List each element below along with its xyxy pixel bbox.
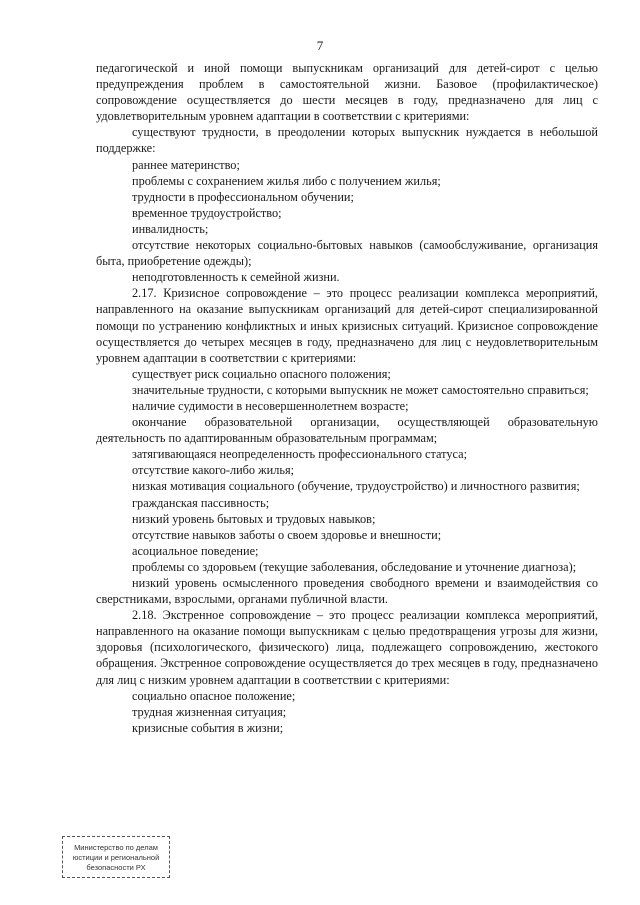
registration-stamp: [62, 836, 170, 878]
paragraph: существуют трудности, в преодолении которых выпускник нуждается в небольшой поддержке:: [96, 125, 598, 156]
list-item: асоциальное поведение;: [132, 543, 259, 558]
document-body: [96, 60, 598, 736]
list-item: низкий уровень осмысленного проведения свободного времени и взаимодействия со сверстниками, взрослыми, органами публичной власти.: [96, 576, 598, 607]
list-item: кризисные события в жизни;: [132, 720, 284, 735]
list-item: низкий уровень бытовых и трудовых навыков;: [132, 511, 376, 526]
stamp-line: Министерство по делам: [74, 843, 158, 852]
list-item: проблемы с сохранением жилья либо с получением жилья;: [132, 173, 441, 188]
list-item: социально опасное положение;: [132, 688, 296, 703]
list-item: трудная жизненная ситуация;: [132, 704, 287, 719]
list-item: проблемы со здоровьем (текущие заболевания, обследование и уточнение диагноза);: [132, 559, 577, 574]
paragraph: педагогической и иной помощи выпускникам организаций для детей-сирот с целью предупреждения проблем в самостоятельной жизни. Базовое (профилактическое) сопровождение осуществляется до шести месяцев в году, предназначено для лиц с удовлетворительным уровнем адаптации в соответствии с критериями:: [96, 61, 598, 124]
list-item: существует риск социально опасного положения;: [132, 366, 391, 381]
list-item: отсутствие навыков заботы о своем здоровье и внешности;: [132, 527, 442, 542]
list-item: трудности в профессиональном обучении;: [132, 189, 354, 204]
list-item: окончание образовательной организации, осуществляющей образовательную деятельность по адаптированным образовательным программам;: [96, 415, 598, 446]
list-item: временное трудоустройство;: [132, 205, 282, 220]
stamp-line: юстиции и региональной: [72, 853, 160, 862]
page-number: 7: [316, 38, 324, 53]
list-item: низкая мотивация социального (обучение, трудоустройство) и личностного развития;: [132, 479, 580, 494]
list-item: значительные трудности, с которыми выпускник не может самостоятельно справиться;: [132, 382, 589, 397]
stamp-line: безопасности РХ: [86, 863, 146, 872]
list-item: неподготовленность к семейной жизни.: [132, 270, 340, 285]
list-item: отсутствие какого-либо жилья;: [132, 463, 295, 478]
list-item: наличие судимости в несовершеннолетнем возрасте;: [132, 398, 409, 413]
list-item: затягивающаяся неопределенность профессионального статуса;: [132, 447, 467, 462]
section-paragraph: 2.17. Кризисное сопровождение – это процесс реализации комплекса мероприятий, направленного на оказание выпускникам организаций для детей-сирот специализированной помощи по устранению конфликтных и иных кризисных ситуаций. Кризисное сопровождение осуществляется до четырех месяцев в году, предназначено для лиц с неудовлетворительным уровнем адаптации в соответствии с критериями:: [96, 286, 598, 365]
list-item: раннее материнство;: [132, 157, 240, 172]
section-paragraph: 2.18. Экстренное сопровождение – это процесс реализации комплекса мероприятий, направленного на оказание помощи выпускникам с целью предотвращения угрозы для жизни, здоровья (психологического, физического) лица, подлежащего сопровождению, жестокого обращения. Экстренное сопровождение осуществляется до трех месяцев в году, предназначено для лиц с низким уровнем адаптации в соответствии с критериями:: [96, 608, 598, 687]
list-item: инвалидность;: [132, 221, 209, 236]
list-item: отсутствие некоторых социально-бытовых навыков (самообслуживание, организация быта, приобретение одежды);: [96, 238, 598, 269]
list-item: гражданская пассивность;: [132, 495, 270, 510]
